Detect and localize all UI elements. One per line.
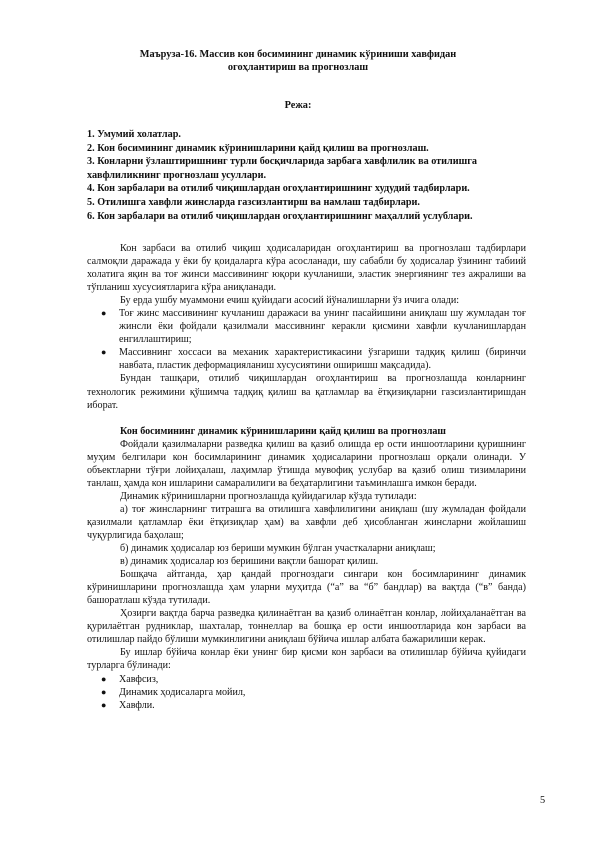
lecture-title-line-2: огоҳлантириш ва прогнозлаш (227, 61, 369, 73)
paragraph: в) динамик ҳодисалар юз беришини вақтли башорат қилиш. (120, 556, 379, 568)
bullet-item (87, 686, 526, 699)
paragraph: Бу ерда ушбу муаммони ечиш қуйидаги асосий йўналишларни ўз ичига олади: (120, 295, 460, 307)
paragraph: Фойдали қазилмаларни разведка қилиш ва қазиб олишда ер ости иншоотларини қуришнинг муҳим белгилари кон босимларининг динамик ҳодисаларини прогнозлаш орқали олинади. У объектларни тўғри лойиҳалаш, лаҳимлар ўтишда мувофиқ услубар ва қазиб олиш тизимларини танлаш, ҳамда кон ишларини самаралилиги ва беҳатарлигини таъминлашга имкон беради. (87, 438, 526, 489)
bullet-text: Динамик ҳодисаларга мойил, (119, 686, 246, 698)
page-number: 5 (540, 795, 546, 806)
lecture-title (80, 49, 516, 74)
bullet-icon: ● (101, 347, 107, 358)
bullet-text: Хавфли. (119, 699, 155, 711)
plan-list (87, 128, 527, 223)
bullet-icon: ● (101, 308, 107, 319)
bullet-item (87, 307, 526, 346)
plan-item: 3. Конларни ўзлаштиришнинг турли босқичларида зарбага хавфлилик ва отилишга хавфлиликнинг прогнозлаш усуллари. (87, 156, 477, 181)
bullet-item (87, 673, 526, 686)
bullet-item (87, 699, 526, 712)
plan-heading: Режа: (284, 100, 312, 111)
plan-item: 6. Кон зарбалари ва отилиб чиқишлардан огоҳлантиришнинг маҳаллий услублари. (87, 210, 473, 222)
bullet-text: Тоғ жинс массивининг кучланиш даражаси ва унинг пасайишини аниқлаш шу жумладан тоғ жинсли ёки фойдали қазилмали массивнинг керакли қисмини хавфли кучланишлардан енгиллаштириш; (119, 308, 526, 346)
plan-item: 2. Кон босимининг динамик кўринишларини қайд қилиш ва прогнозлаш. (87, 142, 429, 154)
body-text (87, 242, 526, 712)
lecture-title-line-1: Маъруза-16. Массив кон босимининг динамик кўриниши хавфидан (139, 49, 457, 60)
bullet-icon: ● (101, 673, 107, 684)
plan-item: 4. Кон зарбалари ва отилиб чиқишлардан огоҳлантиришнинг худудий тадбирлари. (87, 183, 470, 195)
bullet-item (87, 346, 526, 372)
bullet-icon: ● (101, 699, 107, 710)
bullet-text: Хавфсиз, (119, 673, 159, 685)
paragraph: Бундан ташқари, отилиб чиқишлардан огоҳлантириш ва прогнозлашда конларнинг технологик режимини қўшимча тадқиқ қилиш ва қатламлар ва ётқизиқларни газсизлантиришдан иборат. (87, 373, 526, 411)
paragraph: б) динамик ҳодисалар юз бериши мумкин бўлган участкаларни аниқлаш; (120, 543, 436, 555)
paragraph: Бу ишлар бўйича конлар ёки унинг бир қисми кон зарбаси ва отилишлар бўйича қуйидаги турларга бўлинади: (87, 647, 526, 672)
section-heading: Кон босимининг динамик кўринишларини қайд қилиш ва прогнозлаш (120, 425, 446, 437)
plan-item: 5. Отилишга хавфли жинсларда газсизлантирш ва намлаш тадбирлари. (87, 196, 420, 208)
paragraph: Бошқача айтганда, ҳар қандай прогноздаги сингари кон босимларининг динамик кўринишларини прогнозлашда ҳам уларни муҳитда (“а” ва “б” бандлар) ва вақтда (“в” банда) башоратлаш кўзда тутилади. (87, 569, 526, 607)
paragraph: а) тоғ жинсларнинг титрашга ва отилишга хавфлилигини аниқлаш (шу жумладан фойдали қазилмали қатламлар ёки ётқизиқлар ҳам) ва хавфли деб ҳисобланган жинсларни жойлашиш чуқурлигида баҳолаш; (87, 503, 526, 541)
paragraph: Ҳозирги вақтда барча разведка қилинаётган ва қазиб олинаётган конлар, лойиҳаланаётган ва қурилаётган рудниклар, шахталар, тоннеллар ва бошқа ер ости иншоотларида кон зарбаси ва отилишлар пайдо бўлиши мумкинлигини аниқлаш бўйича ишлар албата бажарилиши керак. (87, 608, 526, 646)
paragraph: Кон зарбаси ва отилиб чиқиш ҳодисаларидан огоҳлантириш ва прогнозлаш тадбирлари салмоқли даражада у ёки бу қоидаларга кўра асосланади, шу сабабли бу ҳодисалар ўзининг табиий холатига яқин ва тоғ жинси массивининг юқори кучланиши, эластик энергиянинг тез ажралиши ва тўпланиш хусусиятларига кўра аниқланади. (87, 243, 526, 294)
bullet-icon: ● (101, 686, 107, 697)
paragraph: Динамик кўринишларни прогнозлашда қуйидагилар кўзда тутилади: (120, 490, 417, 502)
bullet-text: Массивнинг хоссаси ва механик характеристикасини ўзгариши тадқиқ қилиш (биринчи навбата, пластик деформацияланиш хусусиятини оширишш мақсадида). (119, 347, 526, 372)
plan-item: 1. Умумий холатлар. (87, 129, 181, 140)
